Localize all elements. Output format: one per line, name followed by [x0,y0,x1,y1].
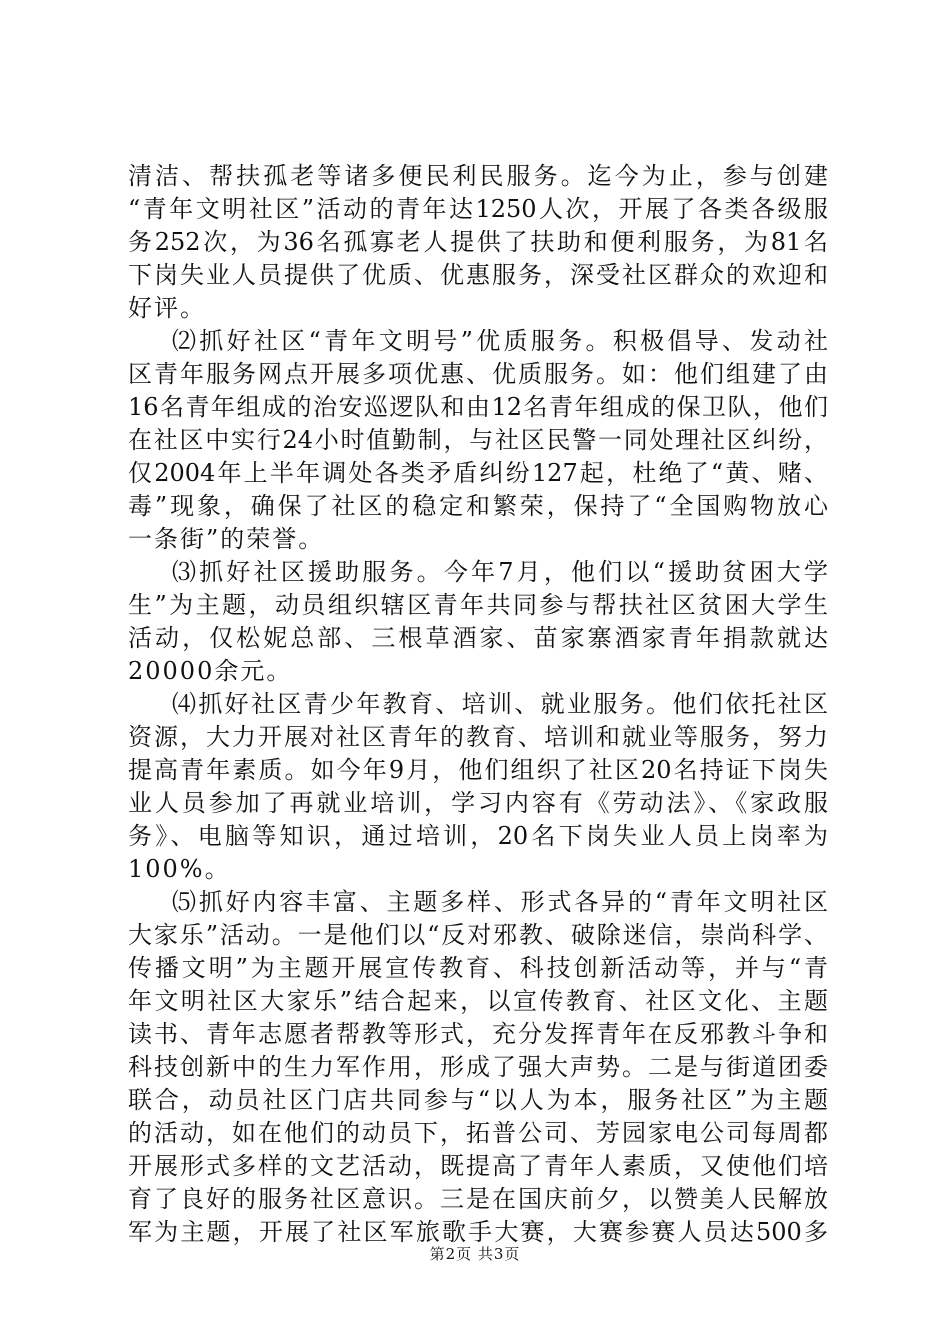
text-line: 100%。 [128,855,231,883]
text-line: 清洁、帮扶孤老等诸多便民利民服务。迄今为止，参与创建 [128,162,828,190]
text-line: 年文明社区大家乐”结合起来，以宣传教育、社区文化、主题 [128,987,828,1015]
paragraph [128,325,828,556]
text-line: ⑸抓好内容丰富、主题多样、形式各异的“青年文明社区 [172,888,828,916]
text-line: ⑷抓好社区青少年教育、培训、就业服务。他们依托社区 [172,690,828,718]
text-line: 在社区中实行24小时值勤制，与社区民警一同处理社区纠纷， [128,426,828,454]
paragraph [128,886,828,1249]
text-line: 务》、电脑等知识，通过培训，20名下岗失业人员上岗率为 [128,822,828,850]
text-line: ⑶抓好社区援助服务。今年7月，他们以“援助贫困大学 [172,558,828,586]
text-line: 读书、青年志愿者帮教等形式，充分发挥青年在反邪教斗争和 [128,1020,828,1048]
text-line: 生”为主题，动员组织辖区青年共同参与帮扶社区贫困大学生 [128,591,828,619]
text-line: 开展形式多样的文艺活动，既提高了青年人素质，又使他们培 [128,1152,828,1180]
document-body [128,160,828,1249]
text-line: 业人员参加了再就业培训，学习内容有《劳动法》、《家政服 [128,789,828,817]
text-line: 一条街”的荣誉。 [128,525,325,553]
text-line: 16名青年组成的治安巡逻队和由12名青年组成的保卫队，他们 [128,393,828,421]
text-line: 毒”现象，确保了社区的稳定和繁荣，保持了“全国购物放心 [128,492,828,520]
text-line: 下岗失业人员提供了优质、优惠服务，深受社区群众的欢迎和 [128,261,828,289]
paragraph [128,160,828,325]
text-line: 联合，动员社区门店共同参与“以人为本，服务社区”为主题 [128,1086,828,1114]
text-line: 务252次，为36名孤寡老人提供了扶助和便利服务，为81名 [128,228,828,256]
text-line: 好评。 [128,294,206,322]
text-line: 提高青年素质。如今年9月，他们组织了社区20名持证下岗失 [128,756,828,784]
text-line: 传播文明”为主题开展宣传教育、科技创新活动等，并与“青 [128,954,828,982]
paragraph [128,556,828,688]
text-line: 区青年服务网点开展多项优惠、优质服务。如：他们组建了由 [128,360,828,388]
paragraph [128,688,828,886]
page-number: 第2页 共3页 [429,1245,521,1263]
text-line: 资源，大力开展对社区青年的教育、培训和就业等服务，努力 [128,723,828,751]
text-line: “青年文明社区”活动的青年达1250人次，开展了各类各级服 [128,195,828,223]
text-line: 大家乐”活动。一是他们以“反对邪教、破除迷信，崇尚科学、 [128,921,828,949]
text-line: 的活动，如在他们的动员下，拓普公司、芳园家电公司每周都 [128,1119,828,1147]
text-line: 活动，仅松妮总部、三根草酒家、苗家寨酒家青年捐款就达 [128,624,828,652]
text-line: 仅2004年上半年调处各类矛盾纠纷127起，杜绝了“黄、赌、 [128,459,828,487]
text-line: ⑵抓好社区“青年文明号”优质服务。积极倡导、发动社 [172,327,828,355]
text-line: 20000余元。 [128,657,293,685]
text-line: 育了良好的服务社区意识。三是在国庆前夕，以赞美人民解放 [128,1185,828,1213]
text-line: 军为主题，开展了社区军旅歌手大赛，大赛参赛人员达500多 [128,1218,828,1246]
text-line: 科技创新中的生力军作用，形成了强大声势。二是与街道团委 [128,1053,828,1081]
